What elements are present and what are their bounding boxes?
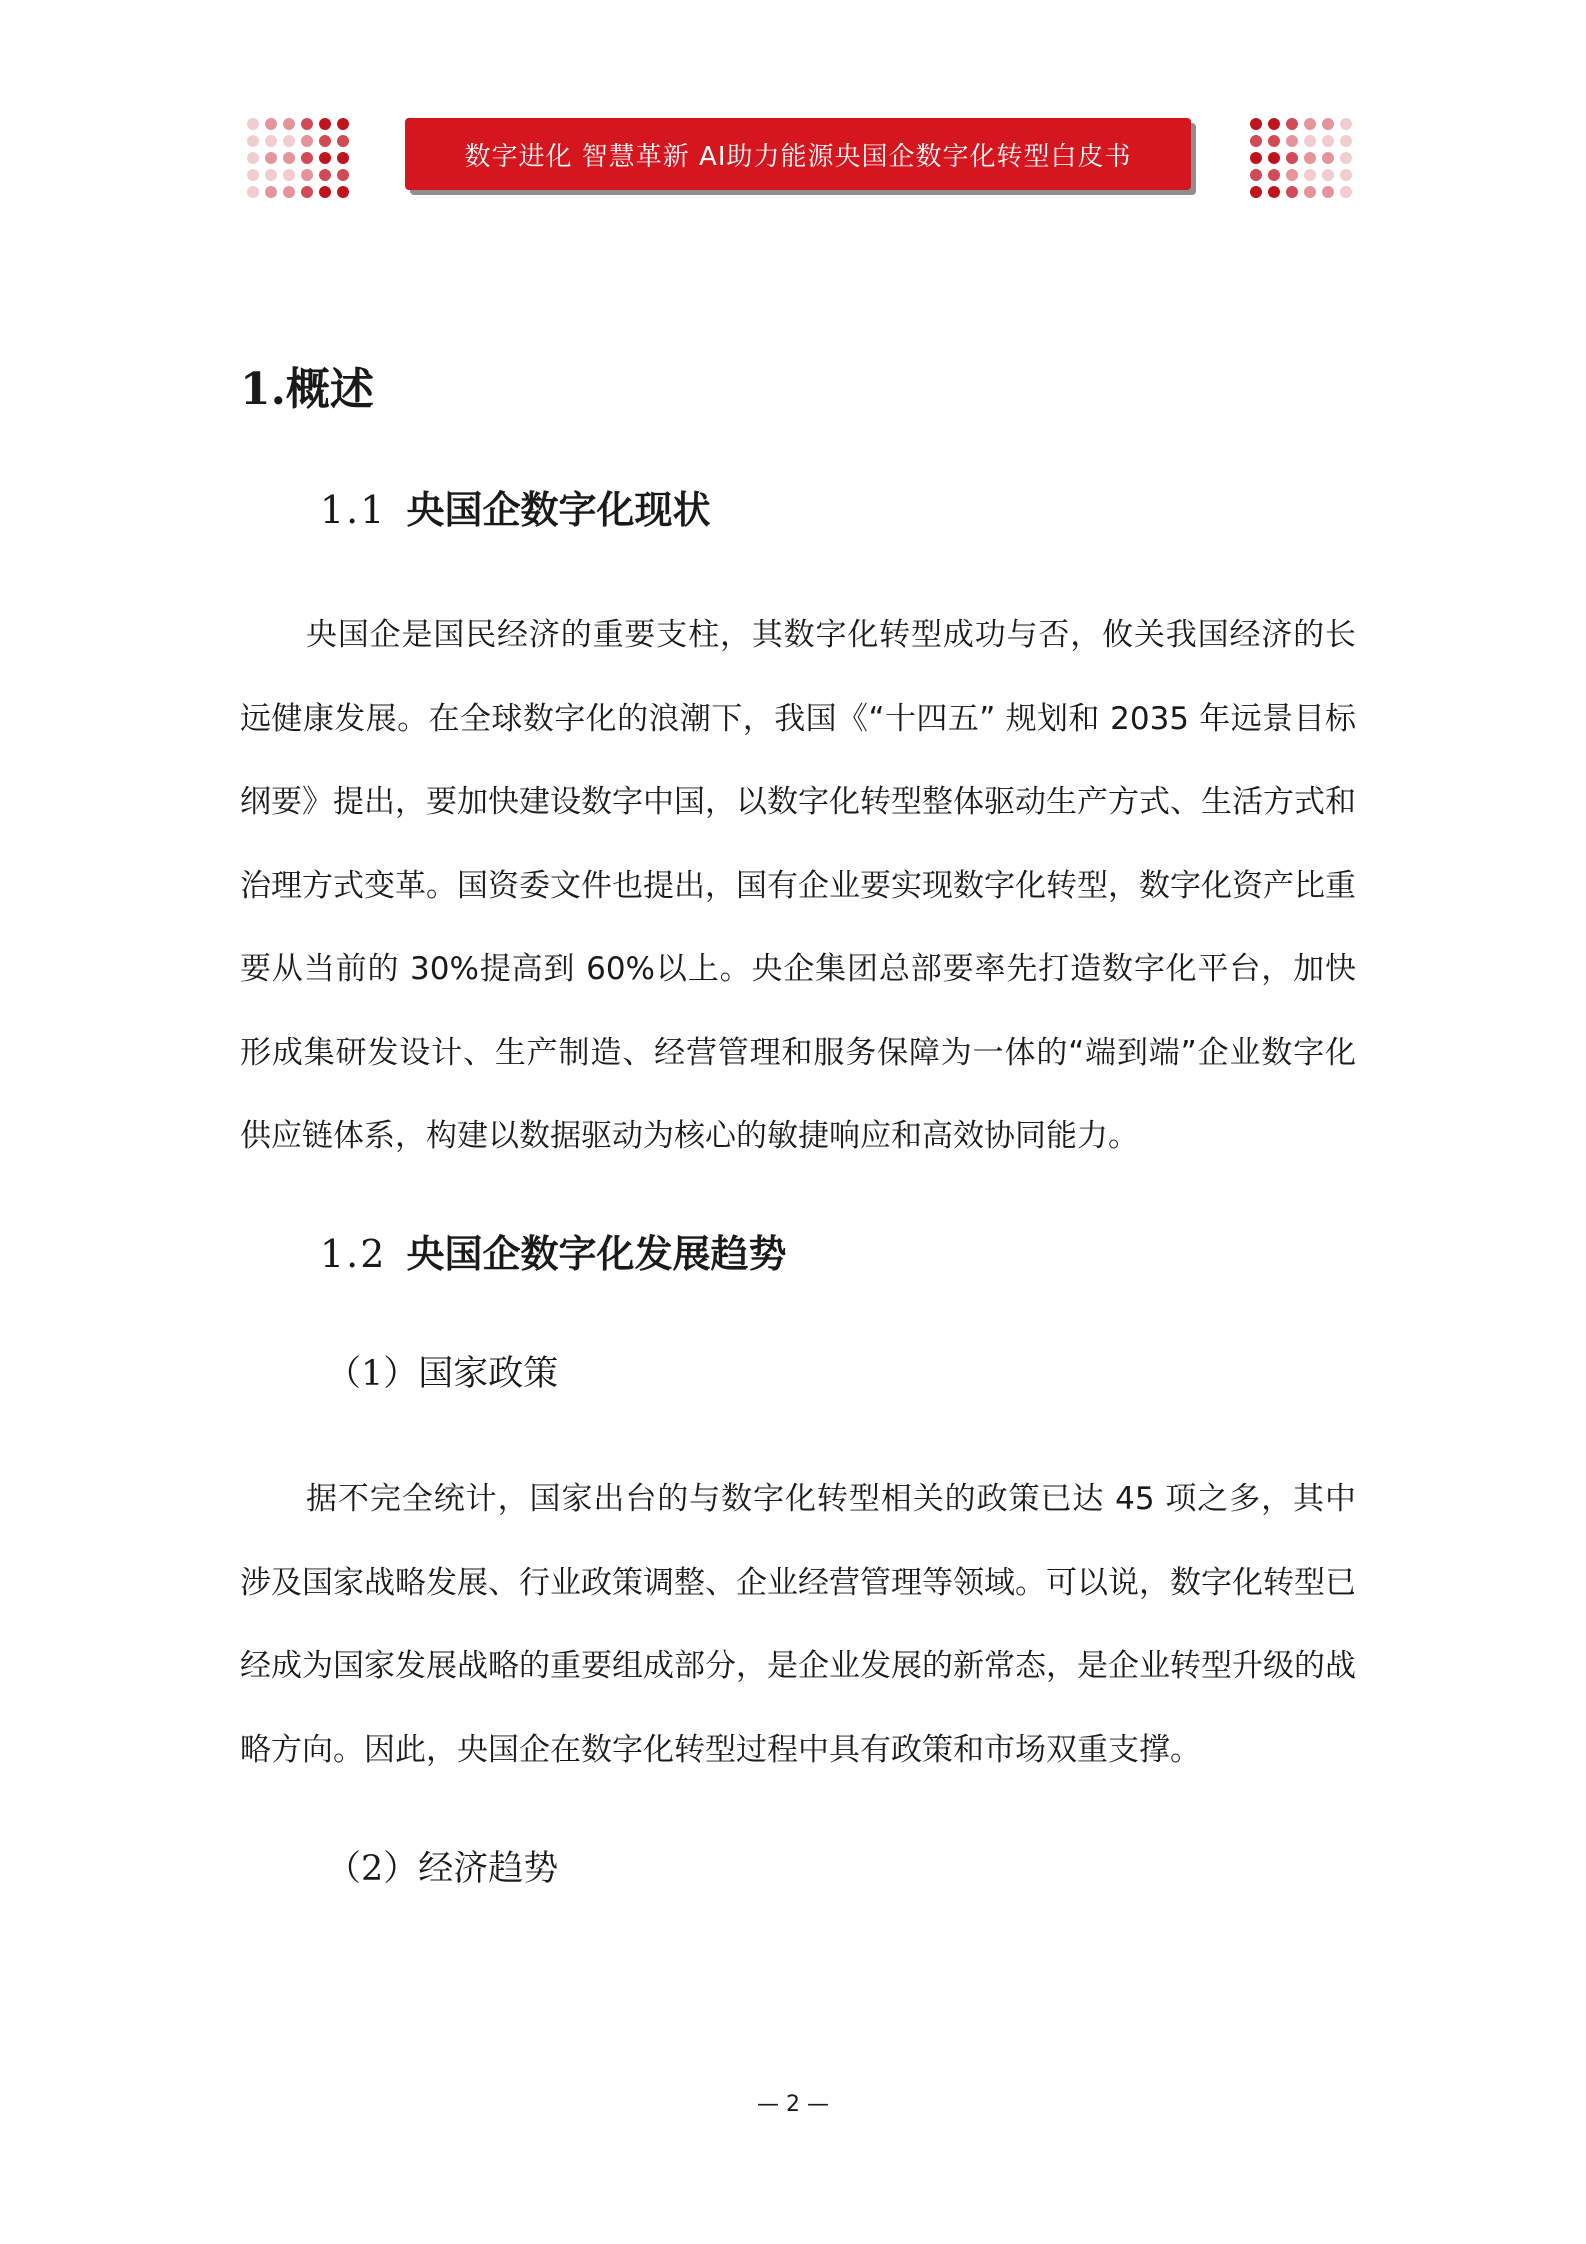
decorative-dot [283,135,295,147]
decorative-dot [1286,118,1298,130]
decorative-dots-left [247,118,349,198]
decorative-dot [1340,186,1352,198]
header-banner [0,118,1586,192]
decorative-dot [265,169,277,181]
decorative-dot [1322,186,1334,198]
subsection-title: 央国企数字化现状 [406,487,711,532]
decorative-dot [337,135,349,147]
decorative-dot [247,152,259,164]
subsection-number: 1.2 [320,1232,387,1276]
decorative-dot [301,169,313,181]
decorative-dot [1322,152,1334,164]
decorative-dot [1304,152,1316,164]
decorative-dot [1340,152,1352,164]
decorative-dot [301,186,313,198]
decorative-dot [1304,135,1316,147]
decorative-dot [283,118,295,130]
decorative-dot [1286,169,1298,181]
decorative-dot [1268,169,1280,181]
decorative-dot [1322,118,1334,130]
decorative-dot [1286,186,1298,198]
decorative-dot [1322,169,1334,181]
subsection-title: 央国企数字化发展趋势 [406,1231,787,1276]
decorative-dot [337,118,349,130]
decorative-dot [265,135,277,147]
decorative-dot [1268,135,1280,147]
decorative-dot [247,118,259,130]
subsection-heading-1-2 [320,1226,786,1282]
decorative-dot [1250,152,1262,164]
decorative-dot [319,118,331,130]
decorative-dot [283,169,295,181]
decorative-dot [1268,186,1280,198]
paragraph-national-policy: 据不完全统计，国家出台的与数字化转型相关的政策已达 45 项之多，其中涉及国家战略发展、行业政策调整、企业经营管理等领域。可以说，数字化转型已经成为国家发展战略的重要组成部分，是企业发展的新常态，是企业转型升级的战略方向。因此，央国企在数字化转型过程中具有政策和市场双重支撑。 [240,1481,1356,1768]
title-banner [405,118,1191,190]
decorative-dot [247,186,259,198]
decorative-dot [1286,135,1298,147]
decorative-dot [283,186,295,198]
document-title: 数字进化 智慧革新 AI助力能源央国企数字化转型白皮书 [464,141,1132,172]
decorative-dot [337,152,349,164]
decorative-dot [265,152,277,164]
decorative-dot [247,169,259,181]
paragraph-status: 央国企是国民经济的重要支柱，其数字化转型成功与否，攸关我国经济的长远健康发展。在全球数字化的浪潮下，我国《“十四五” 规划和 2035 年远景目标纲要》提出，要加快建设数字中国，以数字化转型整体驱动生产方式、生活方式和治理方式变革。国资委文件也提出，国有企业要实现数字化转型，数字化资产比重要从当前的 30%提高到 60%以上。央企集团总部要率先打造数字化平台，加快形成集研发设计、生产制造、经营管理和服务保障为一体的“端到端”企业数字化供应链体系，构建以数据驱动为核心的敏捷响应和高效协同能力。 [240,617,1356,1154]
decorative-dot [265,118,277,130]
decorative-dot [301,152,313,164]
decorative-dot [337,186,349,198]
decorative-dot [247,135,259,147]
decorative-dot [319,169,331,181]
decorative-dot [283,152,295,164]
decorative-dot [1304,186,1316,198]
decorative-dot [1250,135,1262,147]
decorative-dot [1250,169,1262,181]
decorative-dot [319,135,331,147]
decorative-dot [1250,118,1262,130]
decorative-dot [1268,118,1280,130]
subsection-heading-1-1 [320,482,710,538]
decorative-dot [1340,118,1352,130]
page-number: — 2 — [757,2092,829,2117]
section-heading-overview: 1.概述 [240,364,374,415]
decorative-dot [301,135,313,147]
sub-heading-national-policy: （1）国家政策 [326,1354,559,1394]
decorative-dot [319,152,331,164]
decorative-dot [1304,118,1316,130]
decorative-dot [1250,186,1262,198]
decorative-dot [265,186,277,198]
decorative-dot [1268,152,1280,164]
decorative-dot [337,169,349,181]
decorative-dot [1286,152,1298,164]
decorative-dot [1322,135,1334,147]
decorative-dot [1340,169,1352,181]
decorative-dot [301,118,313,130]
decorative-dot [319,186,331,198]
decorative-dots-right [1250,118,1352,198]
subsection-number: 1.1 [320,488,387,532]
sub-heading-economic-trend: （2）经济趋势 [326,1849,559,1889]
decorative-dot [1304,169,1316,181]
decorative-dot [1340,135,1352,147]
